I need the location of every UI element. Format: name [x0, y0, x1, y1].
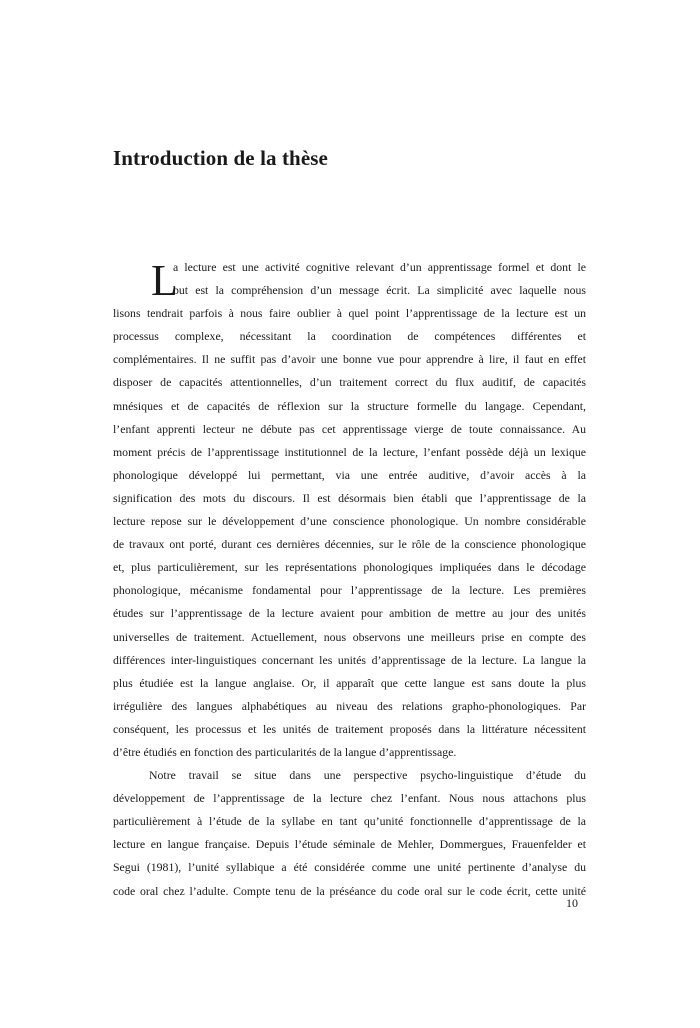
text-line: lecture en langue française. Depuis l’étude séminale de Mehler, Dommergues, Frauenfelder et	[113, 837, 586, 852]
text-line: code oral chez l’adulte. Compte tenu de la préséance du code oral sur le code écrit, cette unité	[113, 883, 586, 898]
text-line: d’être étudiés en fonction des particularités de la langue d’apprentissage.	[113, 744, 457, 759]
text-line: processus complexe, nécessitant la coordination de compétences différentes et	[113, 329, 586, 344]
text-line: lisons tendrait parfois à nous faire oublier à quel point l’apprentissage de la lecture est un	[113, 306, 586, 321]
text-line: et, plus particulièrement, sur les représentations phonologiques impliquées dans le décodage	[113, 560, 586, 575]
text-line: développement de l’apprentissage de la lecture chez l’enfant. Nous nous attachons plus	[113, 791, 586, 806]
text-line: conséquent, les processus et les unités de traitement proposés dans la littérature nécessitent	[113, 721, 586, 736]
text-line: signification des mots du discours. Il est désormais bien établi que l’apprentissage de la	[113, 490, 586, 505]
text-line: phonologique développé lui permettant, via une entrée auditive, d’avoir accès à la	[113, 467, 586, 482]
text-line: complémentaires. Il ne suffit pas d’avoir une bonne vue pour apprendre à lire, il faut en effet	[113, 352, 586, 367]
text-line: irrégulière des langues alphabétiques au niveau des relations grapho-phonologiques. Par	[113, 698, 586, 713]
text-line: l’enfant apprenti lecteur ne débute pas cet apprentissage vierge de toute connaissance. Au	[113, 421, 586, 436]
text-line: différences inter-linguistiques concernant les unités d’apprentissage de la lecture. La langue la	[113, 652, 586, 667]
text-line: lecture repose sur le développement d’une conscience phonologique. Un nombre considérable	[113, 514, 586, 529]
text-line: particulièrement à l’étude de la syllabe en tant qu’unité fonctionnelle d’apprentissage de la	[113, 814, 586, 829]
text-line: a lecture est une activité cognitive relevant d’un apprentissage formel et dont le	[173, 260, 586, 274]
text-line: plus étudiée est la langue anglaise. Or, il apparaît que cette langue est sans doute la plus	[113, 675, 586, 690]
section-heading: Introduction de la thèse	[113, 146, 328, 170]
paragraph-1	[113, 256, 586, 764]
text-line: Segui (1981), l’unité syllabique a été considérée comme une unité pertinente d’analyse du	[113, 860, 586, 875]
body-text	[113, 256, 586, 903]
text-line: mnésiques et de capacités de réflexion sur la structure formelle du langage. Cependant,	[113, 398, 586, 413]
text-line: Notre travail se situe dans une perspective psycho-linguistique d’étude du	[149, 768, 586, 783]
text-line: phonologique, mécanisme fondamental pour l’apprentissage de la lecture. Les premières	[113, 583, 586, 598]
text-line: universelles de traitement. Actuellement, nous observons une meilleurs prise en compte des	[113, 629, 586, 644]
text-line: moment précis de l’apprentissage institutionnel de la lecture, l’enfant possède déjà un lexique	[113, 444, 586, 459]
text-line: études sur l’apprentissage de la lecture avaient pour ambition de mettre au jour des unités	[113, 606, 586, 621]
drop-cap: L	[151, 256, 178, 305]
page-number: 10	[566, 896, 578, 910]
text-line: disposer de capacités attentionnelles, d’un traitement correct du flux auditif, de capacités	[113, 375, 586, 390]
paragraph-2	[113, 764, 586, 903]
text-line: but est la compréhension d’un message écrit. La simplicité avec laquelle nous	[173, 283, 586, 298]
text-line: de travaux ont porté, durant ces dernières décennies, sur le rôle de la conscience phonologique	[113, 537, 586, 552]
